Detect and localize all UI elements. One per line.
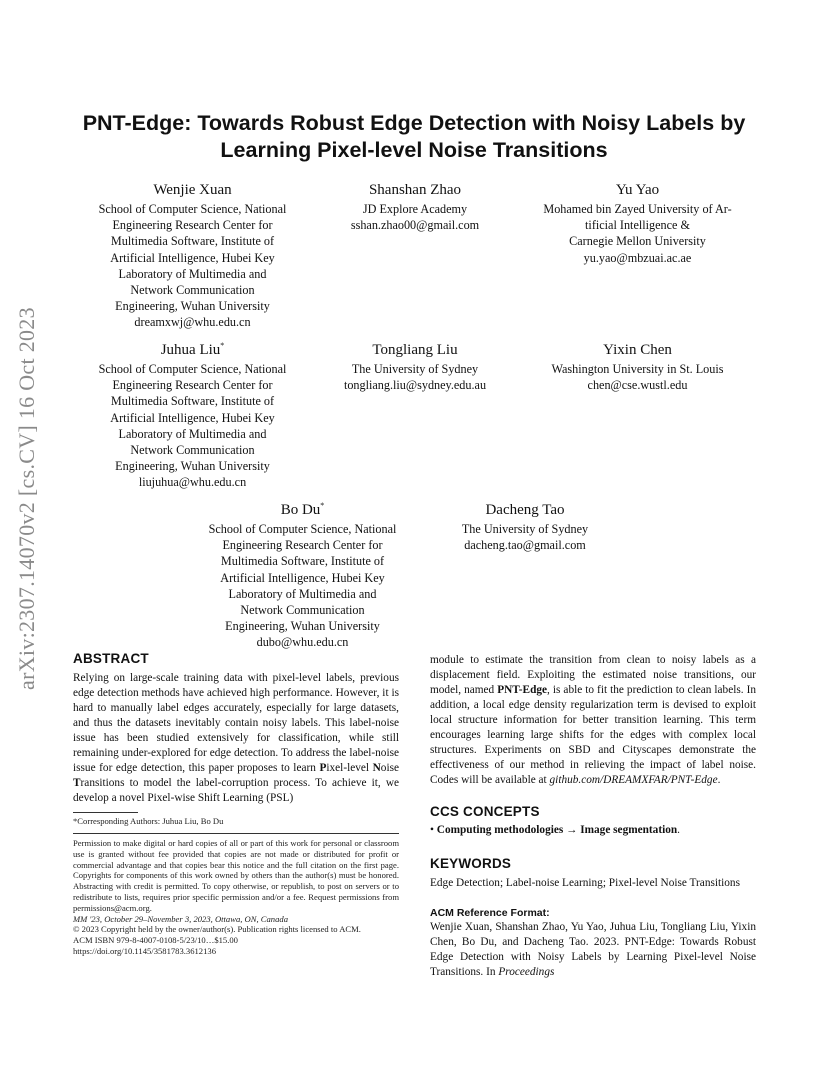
author-affiliation: The University of Sydney: [351, 362, 479, 376]
permission-rule: [73, 833, 399, 834]
corresponding-footnote: *Corresponding Authors: Juhua Liu, Bo Du: [73, 816, 224, 826]
author-email: sshan.zhao00@gmail.com: [350, 218, 480, 233]
author-affiliation: School of Computer Science, National Engineering Research Center for Multimedia Software, Institute of Artificial Intelligence, Hubei Key Laboratory of Multimedia and Network Communication Engineering, Wuhan University: [98, 202, 287, 314]
author-block: [310, 336, 520, 393]
author-block: [70, 336, 315, 491]
abstract-heading: ABSTRACT: [73, 651, 149, 666]
author-block: [180, 496, 425, 651]
author-block: [310, 176, 520, 233]
copyright-line: © 2023 Copyright held by the owner/author(s). Publication rights licensed to ACM.: [73, 924, 361, 935]
footnote-rule: [73, 812, 138, 813]
author-email: tongliang.liu@sydney.edu.au: [343, 378, 487, 393]
author-name: Juhua Liu*: [160, 341, 225, 358]
keywords-text: Edge Detection; Label-noise Learning; Pixel-level Noise Transitions: [430, 877, 740, 889]
author-email: dacheng.tao@gmail.com: [464, 538, 586, 553]
author-email: liujuhua@whu.edu.cn: [138, 475, 247, 490]
author-affiliation: JD Explore Academy: [362, 202, 468, 216]
author-email: dubo@whu.edu.cn: [256, 635, 349, 650]
venue-line: MM '23, October 29–November 3, 2023, Ottawa, ON, Canada: [73, 913, 288, 924]
author-name: Wenjie Xuan: [153, 182, 232, 198]
author-email: yu.yao@mbzuai.ac.ae: [583, 250, 692, 265]
reference-heading: ACM Reference Format:: [430, 907, 550, 919]
author-name: Tongliang Liu: [372, 342, 458, 358]
author-name: Yu Yao: [615, 182, 660, 198]
author-email: chen@cse.wustl.edu: [587, 378, 688, 393]
abstract-right-column: module to estimate the transition from clean to noisy labels as a displacement field. Exploiting the estimated noise transitions, our model, named PNT-Edge, is able to fit the prediction to clean labels. In addition, a local edge density regularization term is devised to exploit local structure information for better transition learning. This term encourages learning large shifts for the edges with complex local structures. Experiments on SBD and Cityscapes demonstrate the effectiveness of our method in relieving the impact of label noise. Codes will be available at github.com/DREAMXFAR/PNT-Edge.: [430, 654, 757, 786]
author-name: Yixin Chen: [603, 342, 672, 358]
author-affiliation: Washington University in St. Louis: [551, 362, 724, 376]
author-name: Shanshan Zhao: [368, 182, 462, 198]
permission-text: Permission to make digital or hard copies of all or part of this work for personal or classroom use is granted without fee provided that copies are not made or distributed for profit or commercial advantage and that copies bear this notice and the full citation on the first page. Copyrights for components of this work owned by others than the author(s) must be honored. Abstracting with credit is permitted. To copy otherwise, or republish, to post on servers or to redistribute to lists, requires prior specific permission and/or a fee. Request permissions from permissions@acm.org.: [73, 838, 399, 913]
keywords-heading: KEYWORDS: [430, 856, 512, 871]
isbn-line: ACM ISBN 979-8-4007-0108-5/23/10…$15.00: [73, 935, 238, 946]
author-name: Bo Du*: [280, 501, 325, 518]
author-affiliation: The University of Sydney: [461, 522, 589, 536]
author-affiliation: School of Computer Science, National Engineering Research Center for Multimedia Software, Institute of Artificial Intelligence, Hubei Key Laboratory of Multimedia and Network Communication Engineering, Wuhan University: [98, 362, 287, 474]
reference-text: Wenjie Xuan, Shanshan Zhao, Yu Yao, Juhua Liu, Tongliang Liu, Yixin Chen, Bo Du, and Dacheng Tao. 2023. PNT-Edge: Towards Robust Edge Detection with Noisy Labels by Learning Pixel-level Noise Transitions. In Proceedings: [430, 921, 756, 978]
author-block: [515, 176, 760, 266]
abstract-left-column: Relying on large-scale training data with pixel-level labels, previous edge detection methods have achieved high performance. However, it is hard to manually label edges accurately, especially for large datasets, and thus the datasets inevitably contain noisy labels. This label-noise issue has been studied extensively for classification, while still remaining under-explored for edge detection. To address the label-noise issue for edge detection, this paper proposes to learn Pixel-level Noise Transitions to model the label-corruption process. To achieve it, we develop a novel Pixel-wise Shift Learning (PSL): [73, 672, 399, 804]
permission-notice: [73, 838, 399, 957]
ccs-item: • Computing methodologies → Image segmentation.: [430, 824, 680, 836]
author-email: dreamxwj@whu.edu.cn: [134, 315, 251, 330]
ccs-heading: CCS CONCEPTS: [430, 804, 540, 819]
doi-link[interactable]: https://doi.org/10.1145/3581783.3612136: [73, 945, 216, 956]
author-affiliation: Mohamed bin Zayed University of Ar- tificial Intelligence & Carnegie Mellon University: [543, 202, 732, 249]
author-block: [70, 176, 315, 331]
author-block: [420, 496, 630, 553]
author-block: [515, 336, 760, 393]
arxiv-stamp: arXiv:2307.14070v2 [cs.CV] 16 Oct 2023: [14, 307, 39, 690]
paper-title: PNT-Edge: Towards Robust Edge Detection with Noisy Labels by Learning Pixel-level Noise Transitions: [82, 111, 746, 162]
author-name: Dacheng Tao: [485, 502, 565, 518]
author-affiliation: School of Computer Science, National Engineering Research Center for Multimedia Software, Institute of Artificial Intelligence, Hubei Key Laboratory of Multimedia and Network Communication Engineering, Wuhan University: [208, 522, 397, 634]
